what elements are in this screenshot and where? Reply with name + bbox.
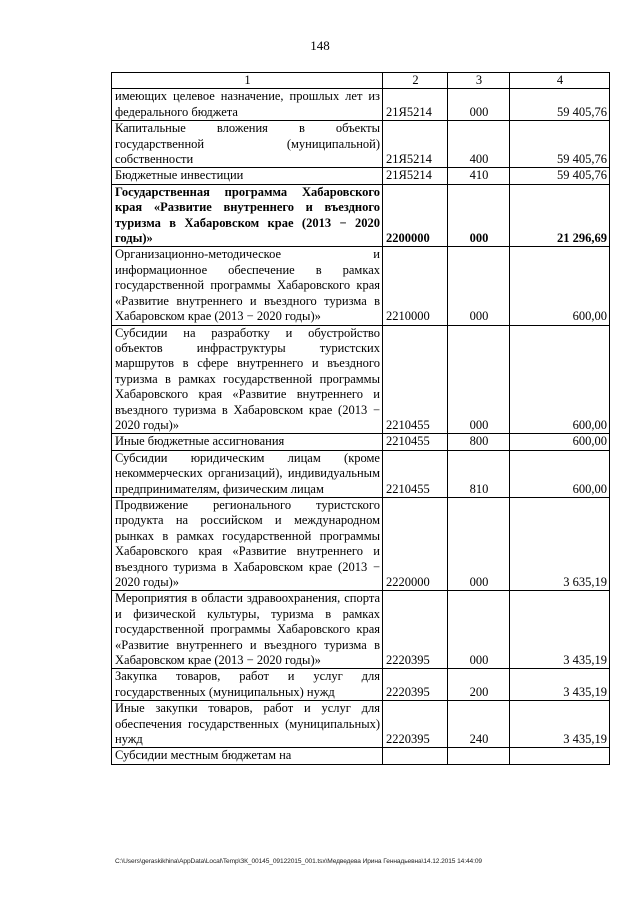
cell-code: 2220395 bbox=[383, 701, 448, 748]
cell-code: 21Я5214 bbox=[383, 89, 448, 121]
table-row bbox=[112, 247, 610, 325]
table-body bbox=[112, 73, 610, 765]
cell-name: Капитальные вложения в объекты государственной (муниципальной) собственности bbox=[112, 121, 383, 168]
cell-kind: 200 bbox=[448, 669, 510, 701]
cell-name: Субсидии юридическим лицам (кроме некоммерческих организаций), индивидуальным предпринимателям, физическим лицам bbox=[112, 450, 383, 497]
cell-code: 2220395 bbox=[383, 669, 448, 701]
table-row bbox=[112, 701, 610, 748]
column-header-name: 1 bbox=[112, 73, 383, 89]
table-row bbox=[112, 591, 610, 669]
cell-name: Иные закупки товаров, работ и услуг для обеспечения государственных (муниципальных) нужд bbox=[112, 701, 383, 748]
cell-code: 21Я5214 bbox=[383, 168, 448, 184]
table-row bbox=[112, 184, 610, 247]
cell-code: 2210455 bbox=[383, 450, 448, 497]
footer-file-path: C:\Users\geraskikhina\AppData\Local\Temp\ЗК_00145_09122015_001.tsx\Медведева Ирина Геннадьевна\14.12.2015 14:44:09 bbox=[115, 858, 482, 865]
table-row bbox=[112, 121, 610, 168]
cell-amount: 3 435,19 bbox=[510, 701, 610, 748]
cell-code: 2200000 bbox=[383, 184, 448, 247]
cell-kind: 800 bbox=[448, 434, 510, 450]
cell-kind: 000 bbox=[448, 247, 510, 325]
cell-amount: 600,00 bbox=[510, 325, 610, 434]
cell-amount: 600,00 bbox=[510, 434, 610, 450]
cell-amount: 3 635,19 bbox=[510, 497, 610, 590]
cell-amount bbox=[510, 748, 610, 764]
cell-amount: 21 296,69 bbox=[510, 184, 610, 247]
column-header-amount: 4 bbox=[510, 73, 610, 89]
table-row bbox=[112, 748, 610, 764]
cell-code: 2220000 bbox=[383, 497, 448, 590]
cell-kind: 000 bbox=[448, 497, 510, 590]
cell-amount: 59 405,76 bbox=[510, 89, 610, 121]
cell-code: 2220395 bbox=[383, 591, 448, 669]
budget-table bbox=[111, 72, 610, 765]
page-number: 148 bbox=[310, 38, 330, 53]
table-row bbox=[112, 669, 610, 701]
table-row bbox=[112, 168, 610, 184]
cell-amount: 600,00 bbox=[510, 450, 610, 497]
cell-kind: 000 bbox=[448, 184, 510, 247]
table-row bbox=[112, 497, 610, 590]
table-header-row bbox=[112, 73, 610, 89]
cell-name: Субсидии местным бюджетам на bbox=[112, 748, 383, 764]
cell-amount: 59 405,76 bbox=[510, 168, 610, 184]
cell-name: Закупка товаров, работ и услуг для государственных (муниципальных) нужд bbox=[112, 669, 383, 701]
cell-code: 2210000 bbox=[383, 247, 448, 325]
cell-kind: 000 bbox=[448, 89, 510, 121]
cell-code: 21Я5214 bbox=[383, 121, 448, 168]
cell-name: Мероприятия в области здравоохранения, спорта и физической культуры, туризма в рамках государственной программы Хабаровского края «Развитие внутреннего и въездного туризма в Хабаровском крае (2013 − 2020 годы)» bbox=[112, 591, 383, 669]
cell-kind: 000 bbox=[448, 591, 510, 669]
table-row bbox=[112, 450, 610, 497]
cell-amount: 3 435,19 bbox=[510, 591, 610, 669]
table-row bbox=[112, 325, 610, 434]
cell-amount: 59 405,76 bbox=[510, 121, 610, 168]
cell-name: Государственная программа Хабаровского края «Развитие внутреннего и въездного туризма в Хабаровском крае (2013 − 2020 годы)» bbox=[112, 184, 383, 247]
cell-name: имеющих целевое назначение, прошлых лет из федерального бюджета bbox=[112, 89, 383, 121]
table-row bbox=[112, 434, 610, 450]
cell-code: 2210455 bbox=[383, 434, 448, 450]
column-header-kind: 3 bbox=[448, 73, 510, 89]
cell-amount: 3 435,19 bbox=[510, 669, 610, 701]
cell-name: Бюджетные инвестиции bbox=[112, 168, 383, 184]
cell-kind: 240 bbox=[448, 701, 510, 748]
cell-kind: 810 bbox=[448, 450, 510, 497]
cell-name: Иные бюджетные ассигнования bbox=[112, 434, 383, 450]
cell-kind bbox=[448, 748, 510, 764]
cell-code: 2210455 bbox=[383, 325, 448, 434]
cell-name: Субсидии на разработку и обустройство объектов инфраструктуры туристских маршрутов в сфере внутреннего и въездного туризма в рамках государственной программы Хабаровского края «Развитие внутреннего и въездного туризма в Хабаровском крае (2013 − 2020 годы)» bbox=[112, 325, 383, 434]
column-header-code: 2 bbox=[383, 73, 448, 89]
cell-code bbox=[383, 748, 448, 764]
cell-name: Продвижение регионального туристского продукта на российском и международном рынках в рамках государственной программы Хабаровского края «Развитие внутреннего и въездного туризма в Хабаровском крае (2013 − 2020 годы)» bbox=[112, 497, 383, 590]
cell-kind: 410 bbox=[448, 168, 510, 184]
cell-amount: 600,00 bbox=[510, 247, 610, 325]
cell-kind: 000 bbox=[448, 325, 510, 434]
cell-kind: 400 bbox=[448, 121, 510, 168]
cell-name: Организационно-методическое и информационное обеспечение в рамках государственной программы Хабаровского края «Развитие внутреннего и въездного туризма в Хабаровском крае (2013 − 2020 годы)» bbox=[112, 247, 383, 325]
table-row bbox=[112, 89, 610, 121]
